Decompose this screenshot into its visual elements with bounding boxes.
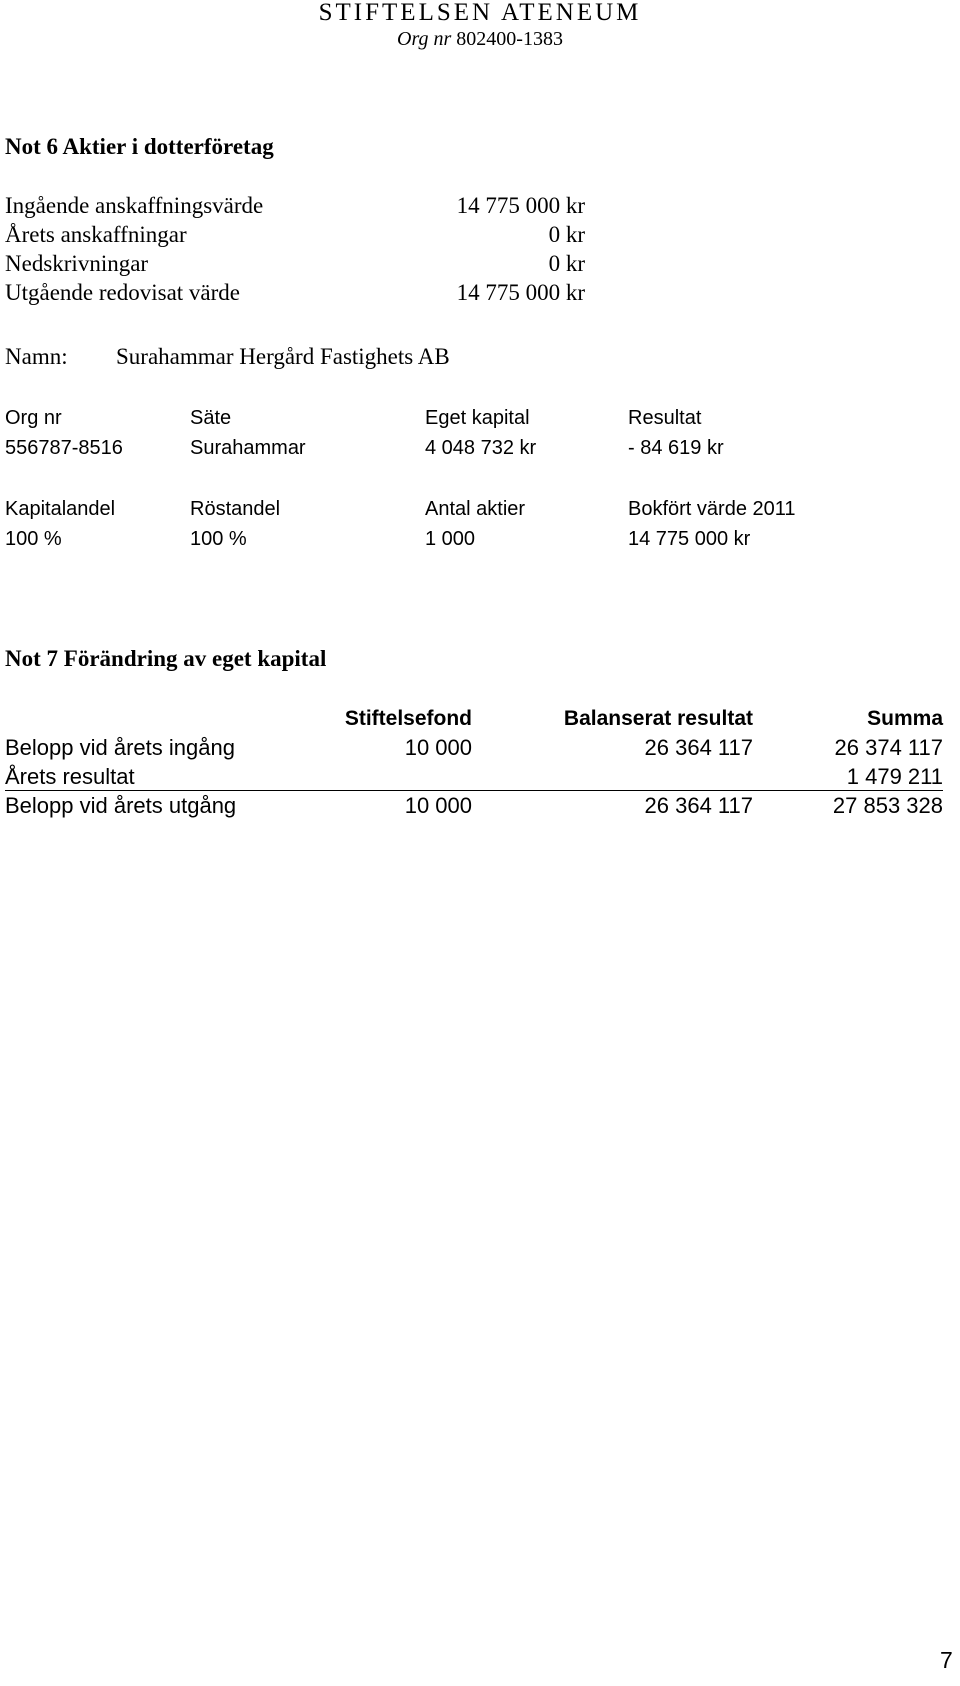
note-7-title: Not 7 Förändring av eget kapital bbox=[5, 646, 327, 671]
column-header-stiftelsefond: Stiftelsefond bbox=[344, 707, 472, 730]
acquisition-label: Utgående redovisat värde bbox=[5, 280, 241, 305]
acquisition-row bbox=[5, 191, 585, 220]
table-row bbox=[5, 762, 943, 791]
acquisition-value: 14 775 000 kr bbox=[456, 193, 585, 218]
row-label: Belopp vid årets ingång bbox=[5, 735, 235, 760]
table-row bbox=[5, 733, 943, 762]
info-header-antal-aktier: Antal aktier bbox=[425, 498, 526, 520]
info-value-rostandel: 100 % bbox=[190, 528, 247, 550]
info-value-antal-aktier: 1 000 bbox=[425, 528, 476, 550]
subsidiary-name: Surahammar Hergård Fastighets AB bbox=[116, 344, 450, 369]
info-header-org-nr: Org nr bbox=[5, 407, 62, 429]
cell-balanserat-resultat: 26 364 117 bbox=[644, 735, 753, 760]
cell-summa: 1 479 211 bbox=[846, 764, 943, 789]
acquisition-row bbox=[5, 278, 585, 307]
organization-number-line bbox=[0, 28, 960, 50]
acquisition-value: 0 kr bbox=[548, 222, 585, 247]
info-header-kapitalandel: Kapitalandel bbox=[5, 498, 116, 520]
acquisition-label: Ingående anskaffningsvärde bbox=[5, 193, 264, 218]
cell-stiftelsefond: 10 000 bbox=[404, 735, 472, 760]
org-number-value: 802400-1383 bbox=[456, 28, 563, 50]
cell-stiftelsefond: 10 000 bbox=[404, 792, 472, 818]
info-header-resultat: Resultat bbox=[628, 407, 702, 429]
row-label: Årets resultat bbox=[5, 764, 135, 789]
info-value-sate: Surahammar bbox=[190, 437, 306, 459]
table-row bbox=[5, 791, 943, 820]
info-value-org-nr: 556787-8516 bbox=[5, 437, 123, 459]
acquisition-row bbox=[5, 220, 585, 249]
info-header-rostandel: Röstandel bbox=[190, 498, 281, 520]
page-number: 7 bbox=[940, 1647, 953, 1673]
subsidiary-name-label: Namn: bbox=[5, 344, 68, 369]
cell-balanserat-resultat: 26 364 117 bbox=[644, 792, 753, 818]
acquisition-label: Årets anskaffningar bbox=[5, 222, 187, 247]
acquisition-label: Nedskrivningar bbox=[5, 251, 149, 276]
column-header-balanserat-resultat: Balanserat resultat bbox=[563, 707, 753, 730]
acquisition-value: 0 kr bbox=[548, 251, 585, 276]
info-value-eget-kapital: 4 048 732 kr bbox=[425, 437, 537, 459]
info-header-eget-kapital: Eget kapital bbox=[425, 407, 530, 429]
acquisition-row bbox=[5, 249, 585, 278]
note-6-title: Not 6 Aktier i dotterföretag bbox=[5, 134, 274, 159]
info-header-bokfort-varde: Bokfört värde 2011 bbox=[628, 498, 796, 520]
cell-summa: 27 853 328 bbox=[832, 792, 943, 818]
cell-summa: 26 374 117 bbox=[834, 735, 943, 760]
info-value-resultat: - 84 619 kr bbox=[628, 437, 724, 459]
info-value-kapitalandel: 100 % bbox=[5, 528, 62, 550]
org-number-label: Org nr bbox=[397, 28, 452, 50]
info-value-bokfort-varde: 14 775 000 kr bbox=[628, 528, 751, 550]
column-header-summa: Summa bbox=[867, 707, 943, 730]
equity-changes-table bbox=[5, 704, 943, 820]
info-header-sate: Säte bbox=[190, 407, 232, 429]
organization-name: STIFTELSEN ATENEUM bbox=[318, 0, 642, 26]
acquisition-value: 14 775 000 kr bbox=[456, 280, 585, 305]
row-label: Belopp vid årets utgång bbox=[5, 792, 237, 818]
table-header-row bbox=[5, 704, 943, 733]
